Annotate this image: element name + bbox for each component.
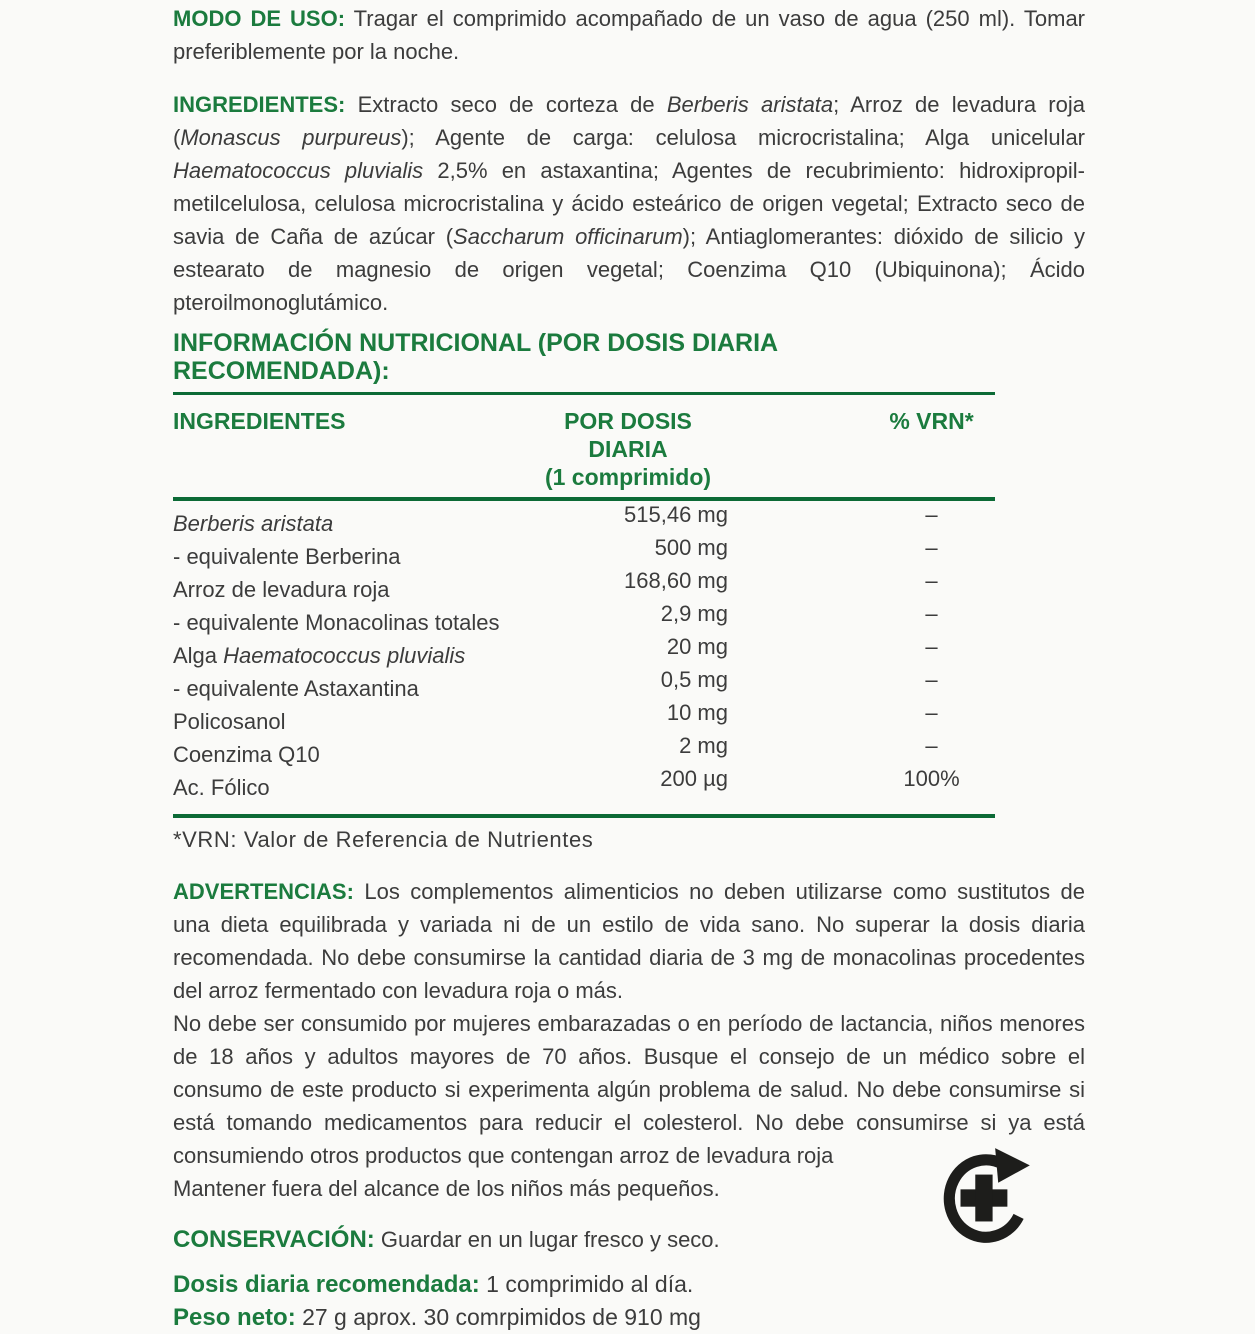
ingredient-name: - equivalente Berberina — [173, 544, 401, 569]
conservacion-text: Guardar en un lugar fresco y seco. — [380, 1227, 720, 1252]
column-header-vrn: % VRN* — [889, 408, 974, 434]
ingredient-name: Berberis aristata — [173, 511, 334, 536]
dosis-text: 1 comprimido al día. — [486, 1271, 694, 1297]
ingredient-name: Alga Haematococcus pluvialis — [173, 643, 466, 668]
vrn-value: – — [925, 568, 938, 593]
column-header-per-dose — [528, 407, 728, 491]
vrn-value: – — [925, 733, 938, 758]
modo-de-uso-text: Tragar el comprimido acompañado de un vaso de agua (250 ml). Tomar preferiblemente por la noche. — [173, 6, 1086, 64]
vrn-value: – — [925, 667, 938, 692]
vrn-value: – — [925, 601, 938, 626]
amount-value: 200 µg — [660, 766, 728, 791]
advertencias-label: ADVERTENCIAS: — [173, 879, 354, 904]
dosis-line — [173, 1268, 1085, 1301]
amount-value: 10 mg — [666, 700, 728, 725]
ingredient-name: - equivalente Monacolinas totales — [173, 610, 500, 635]
vrn-value: – — [925, 502, 938, 527]
ingredient-name: Policosanol — [173, 709, 286, 734]
nutrition-table-body — [173, 501, 995, 808]
amount-value: 20 mg — [666, 634, 728, 659]
vrn-footnote: *VRN: Valor de Referencia de Nutrientes — [173, 827, 594, 852]
recycle-medicine-icon — [936, 1144, 1038, 1250]
peso-neto-line — [173, 1301, 1085, 1334]
table-row — [173, 766, 995, 804]
ingredientes-text: Extracto seco de corteza de Berberis aristata; Arroz de levadura roja (Monascus purpureus); Agente de carga: celulosa microcristalina; Alga unicelular Haematococcus pluvialis 2,5% en astaxantina; Agentes de recubrimiento: hidroxipropil-metilcelulosa, celulosa microcristalina y ácido esteárico de origen vegetal; Extracto seco de savia de Caña de azúcar (Saccharum officinarum); Antiaglomerantes: dióxido de silicio y estearato de magnesio de origen vegetal; Coenzima Q10 (Ubiquinona); Ácido pteroilmonoglutámico. — [173, 92, 1086, 315]
modo-de-uso-label: MODO DE USO: — [173, 6, 346, 31]
amount-value: 168,60 mg — [624, 568, 728, 593]
peso-neto-text: 27 g aprox. 30 comrpimidos de 910 mg — [302, 1304, 701, 1330]
vrn-value: – — [925, 700, 938, 725]
modo-de-uso-paragraph — [173, 2, 1085, 68]
table-rule-bottom — [173, 814, 995, 818]
ingredient-name: - equivalente Astaxantina — [173, 676, 419, 701]
advertencias-paragraph-2: No debe ser consumido por mujeres embarazadas o en período de lactancia, niños menores de 18 años y adultos mayores de 70 años. Busque el consejo de un médico sobre el consumo de este producto si experimenta algún problema de salud. No debe consumirse si está tomando medicamentos para reducir el colesterol. No debe consumirse si ya está consumiendo otros productos que contengan arroz de levadura roja — [173, 1011, 1085, 1168]
column-header-per-dose-line1: POR DOSIS DIARIA — [564, 408, 692, 462]
vrn-value: – — [925, 535, 938, 560]
advertencias-text-1: Los complementos alimenticios no deben utilizarse como sustitutos de una dieta equilibrada y variada ni de un estilo de vida sano. No superar la dosis diaria recomendada. No debe consumirse la cantidad diaria de 3 mg de monacolinas procedentes del arroz fermentado con levadura roja o más. — [173, 879, 1085, 1003]
conservacion-label: CONSERVACIÓN: — [173, 1226, 375, 1253]
amount-value: 515,46 mg — [624, 502, 728, 527]
column-header-ingredient: INGREDIENTES — [173, 408, 346, 434]
amount-value: 2,9 mg — [660, 601, 728, 626]
label-content — [173, 2, 1085, 1334]
advertencias-paragraph-3: Mantener fuera del alcance de los niños más pequeños. — [173, 1176, 720, 1201]
dosis-label: Dosis diaria recomendada: — [173, 1271, 480, 1298]
ingredient-name: Arroz de levadura roja — [173, 577, 390, 602]
ingredient-name: Ac. Fólico — [173, 775, 270, 800]
vrn-value: – — [925, 634, 938, 659]
column-header-per-dose-line2: (1 comprimido) — [544, 464, 712, 490]
ingredient-name: Coenzima Q10 — [173, 742, 320, 767]
recycle-medicine-icon-svg — [936, 1144, 1038, 1250]
peso-neto-label: Peso neto: — [173, 1304, 296, 1331]
ingredientes-label: INGREDIENTES: — [173, 92, 346, 117]
vrn-value: 100% — [903, 766, 960, 791]
amount-value: 2 mg — [679, 733, 728, 758]
ingredientes-paragraph — [173, 88, 1085, 319]
nutrition-title: INFORMACIÓN NUTRICIONAL (POR DOSIS DIARIA RECOMENDADA): — [173, 329, 995, 395]
advertencias-paragraph-1 — [173, 875, 1085, 1007]
amount-value: 500 mg — [654, 535, 728, 560]
amount-value: 0,5 mg — [660, 667, 728, 692]
nutrition-table — [173, 407, 995, 818]
nutrition-table-header — [173, 407, 995, 491]
